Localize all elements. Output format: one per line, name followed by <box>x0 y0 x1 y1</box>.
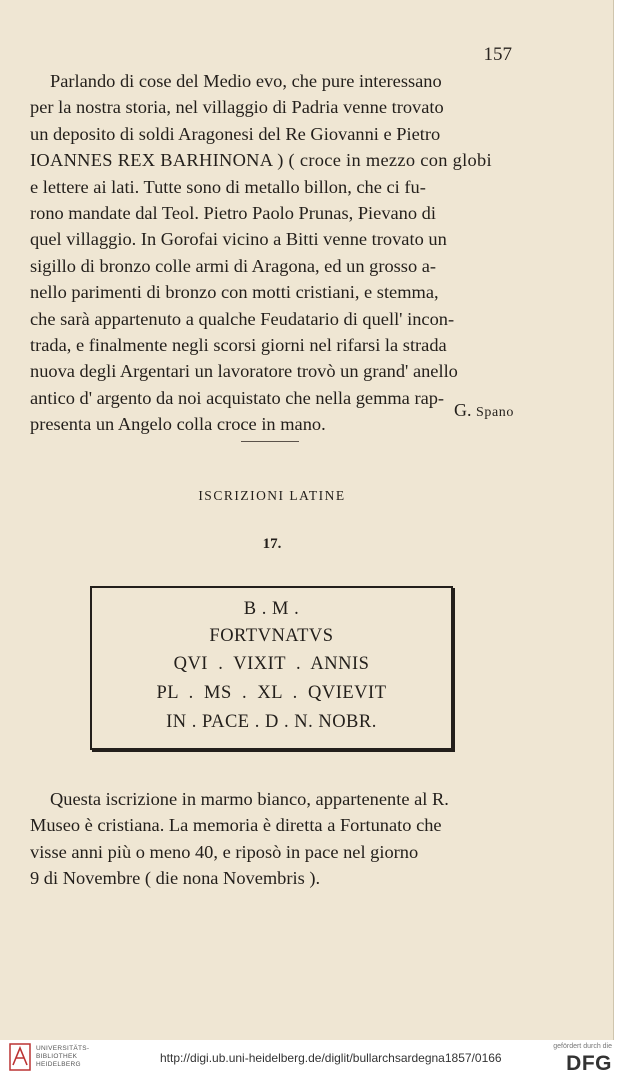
university-library-logo-icon <box>9 1043 31 1071</box>
paragraph-1-line: Parlando di cose del Medio evo, che pure interessano <box>50 71 442 91</box>
signature-initial: G. <box>454 400 472 420</box>
inscription-line: FORTVNATVS <box>209 626 334 646</box>
paragraph-1-line: un deposito di soldi Aragonesi del Re Giovanni e Pietro <box>30 123 441 144</box>
inscription-line: PL . MS . XL . QVIEVIT <box>156 683 387 703</box>
paragraph-2-line: Museo è cristiana. La memoria è diretta a Fortunato che <box>30 815 442 836</box>
paragraph-1 <box>30 68 514 438</box>
paragraph-2-line: visse anni più o meno 40, e riposò in pace nel giorno <box>30 841 419 862</box>
paragraph-1-line: quel villaggio. In Gorofai vicino a Bitti venne trovato un <box>30 229 447 250</box>
funded-by-label: gefördert durch die <box>553 1043 612 1050</box>
paragraph-1-line: nello parimenti di bronzo con motti cristiani, e stemma, <box>30 282 439 303</box>
author-signature <box>454 400 514 421</box>
paragraph-1-line: antico d' argento da noi acquistato che nella gemma rap- <box>30 387 445 408</box>
paragraph-1-line: IOANNES REX BARHINONA ) ( croce in mezzo con globi <box>30 150 492 171</box>
paragraph-1-line: sigillo di bronzo colle armi di Aragona, ed un grosso a- <box>30 255 437 276</box>
library-name-line: UNIVERSITÄTS- <box>36 1045 90 1052</box>
viewer-footer <box>0 1040 621 1075</box>
inscription-line: IN . PACE . D . N. NOBR. <box>166 712 377 732</box>
page-number: 157 <box>483 44 512 65</box>
section-heading: ISCRIZIONI LATINE <box>198 488 346 503</box>
dfg-logo: DFG <box>566 1052 612 1075</box>
paragraph-1-line: trada, e finalmente negli scorsi giorni nel rifarsi la strada <box>30 335 447 356</box>
library-name-line: BIBLIOTHEK <box>36 1053 78 1060</box>
paragraph-1-line: rono mandate dal Teol. Pietro Paolo Prunas, Pievano di <box>30 203 436 224</box>
library-name-line: HEIDELBERG <box>36 1061 81 1068</box>
inscription-number: 17. <box>262 536 282 552</box>
permalink-url[interactable]: http://digi.ub.uni-heidelberg.de/diglit/bullarchsardegna1857/0166 <box>160 1051 502 1065</box>
paragraph-1-line: nuova degli Argentari un lavoratore trovò un grand' anello <box>30 361 458 382</box>
section-divider <box>241 441 299 442</box>
paragraph-1-line: presenta un Angelo colla croce in mano. <box>30 414 326 435</box>
inscription-box <box>90 586 453 750</box>
inscription-line: B . M . <box>243 599 300 619</box>
signature-name: Spano <box>476 405 514 420</box>
paragraph-2-line: Questa iscrizione in marmo bianco, appartenente al R. <box>50 789 449 809</box>
paragraph-1-line: per la nostra storia, nel villaggio di Padria venne trovato <box>30 97 444 118</box>
inscription-line: QVI . VIXIT . ANNIS <box>173 654 370 674</box>
paragraph-2 <box>30 786 514 892</box>
paragraph-2-line: 9 di Novembre ( die nona Novembris ). <box>30 868 321 889</box>
library-name <box>36 1045 89 1069</box>
paragraph-1-line: e lettere ai lati. Tutte sono di metallo billon, che ci fu- <box>30 176 426 197</box>
paragraph-1-line: che sarà appartenuto a qualche Feudatario di quell' incon- <box>30 308 455 329</box>
